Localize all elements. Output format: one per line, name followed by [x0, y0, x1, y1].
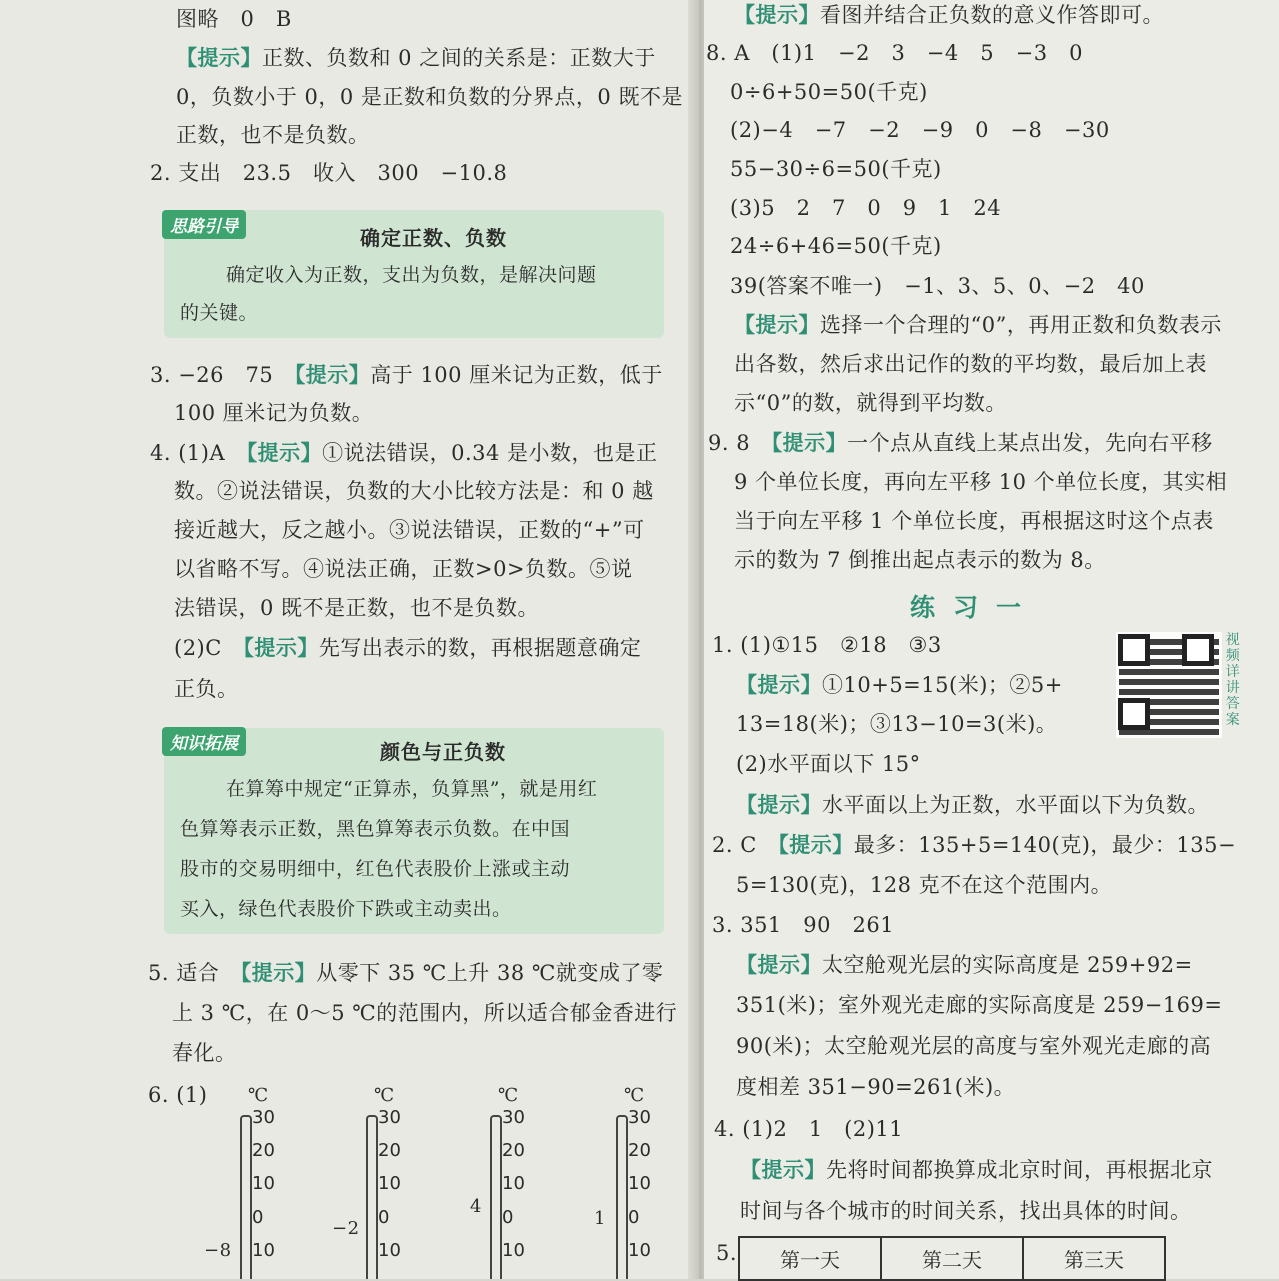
text-line: 24÷6+46=50(千克) — [730, 234, 942, 258]
knowledge-tag: 知识拓展 — [162, 727, 246, 756]
tip-label: 【提示】 — [736, 952, 822, 977]
question-6: 6. (1) — [148, 1083, 208, 1107]
text-line: 0÷6+50=50(千克) — [730, 80, 928, 104]
text-line: 55−30÷6=50(千克) — [730, 157, 942, 181]
text-line: 数。②说法错误，负数的大小比较方法是：和 0 越 — [174, 479, 654, 503]
tip-label: 【提示】 — [771, 430, 848, 455]
text-line: 5=130(克)，128 克不在这个范围内。 — [736, 873, 1113, 897]
tick-label: 20 — [502, 1140, 525, 1161]
text-line — [736, 672, 1063, 698]
mark-label: 4 — [470, 1196, 482, 1217]
box-text: 股市的交易明细中，红色代表股价上涨或主动 — [180, 858, 571, 880]
text-line — [740, 1157, 1213, 1183]
text-line: (2)−4 −7 −2 −9 0 −8 −30 — [730, 118, 1110, 142]
text-line: 当于向左平移 1 个单位长度，再根据这时这个点表 — [734, 509, 1214, 533]
thinking-guide-tag: 思路引导 — [162, 210, 246, 239]
text-line — [176, 45, 656, 71]
text-line: 正数，也不是负数。 — [176, 123, 370, 147]
text-line: 图略 0 B — [176, 7, 292, 31]
question-4 — [150, 440, 658, 466]
thermometer-tube — [490, 1115, 502, 1279]
text-line: 春化。 — [172, 1041, 237, 1065]
unit-label: ℃ — [374, 1085, 395, 1106]
text-line: (2)水平面以下 15° — [736, 752, 921, 776]
text-line: 100 厘米记为负数。 — [174, 401, 374, 425]
tip-label: 【提示】 — [176, 45, 262, 70]
text-line: (3)5 2 7 0 9 1 24 — [730, 196, 1002, 220]
unit-label: ℃ — [624, 1085, 645, 1106]
tick-label: 10 — [252, 1173, 275, 1194]
text: 4. (1)A — [150, 441, 247, 465]
text: 一个点从直线上某点出发，先向右平移 — [847, 431, 1213, 455]
text-line — [734, 312, 1222, 338]
thermometer — [486, 1085, 556, 1279]
text: ①10+5=15(米)；②5+ — [822, 673, 1063, 697]
tick-label: 20 — [628, 1140, 651, 1161]
text-line — [734, 2, 1164, 28]
qr-corner — [1118, 698, 1150, 730]
practice-2 — [712, 832, 1236, 858]
practice-1: 1. (1)①15 ②18 ③3 — [712, 633, 942, 657]
tick-label: 10 — [502, 1173, 525, 1194]
text: 3. −26 75 — [150, 363, 295, 387]
text: 正数、负数和 0 之间的关系是：正数大于 — [262, 46, 656, 70]
tick-label: 20 — [378, 1140, 401, 1161]
text-line — [736, 952, 1193, 978]
text: 看图并结合正负数的意义作答即可。 — [820, 3, 1164, 27]
unit-label: ℃ — [498, 1085, 519, 1106]
tip-label: 【提示】 — [240, 960, 317, 985]
box-text: 的关键。 — [180, 302, 259, 324]
box-title: 确定正数、负数 — [360, 226, 507, 250]
tick-label: 30 — [378, 1107, 401, 1128]
box-title: 颜色与正负数 — [380, 740, 506, 764]
tip-label: 【提示】 — [246, 440, 323, 465]
text: 最多：135+5=140(克)，最少：135− — [853, 833, 1237, 857]
practice-3: 3. 351 90 261 — [712, 913, 895, 937]
thermometer — [362, 1085, 432, 1279]
text: 太空舱观光层的实际高度是 259+92= — [822, 953, 1193, 977]
text: 水平面以上为正数，水平面以下为负数。 — [822, 793, 1209, 817]
thermometer-tube — [366, 1115, 378, 1279]
text: 5. 适合 — [148, 961, 241, 985]
text-line: 示的数为 7 倒推出起点表示的数为 8。 — [734, 548, 1106, 572]
text: 选择一个合理的“0”，再用正数和负数表示 — [820, 313, 1222, 337]
text-line: 9 个单位长度，再向左平移 10 个单位长度，其实相 — [734, 470, 1228, 494]
box-text: 确定收入为正数，支出为负数，是解决问题 — [226, 264, 597, 286]
text: 高于 100 厘米记为正数，低于 — [370, 363, 663, 387]
tip-label: 【提示】 — [734, 312, 820, 337]
days-table — [738, 1236, 1166, 1281]
question-5 — [148, 960, 663, 986]
box-text: 色算筹表示正数，黑色算筹表示负数。在中国 — [180, 818, 571, 840]
tip-label: 【提示】 — [778, 832, 854, 857]
question-9 — [708, 430, 1213, 456]
practice-5: 5. — [716, 1241, 738, 1265]
question-2: 2. 支出 23.5 收入 300 −10.8 — [150, 161, 508, 185]
practice-4: 4. (1)2 1 (2)11 — [714, 1117, 904, 1141]
thermometer — [236, 1085, 306, 1279]
tick-label: 0 — [378, 1207, 390, 1228]
thermometer-tube — [616, 1115, 628, 1279]
text-line: 以省略不写。④说法正确，正数>0>负数。⑤说 — [174, 557, 633, 581]
section-heading: 练习一 — [910, 593, 1040, 622]
table-row — [739, 1237, 1165, 1280]
thermometer — [612, 1085, 682, 1279]
tick-label: 0 — [628, 1207, 640, 1228]
mark-label: −2 — [332, 1218, 360, 1239]
text: 先写出表示的数，再根据题意确定 — [318, 636, 642, 660]
tick-label: 20 — [252, 1140, 275, 1161]
tick-label: 10 — [252, 1240, 275, 1261]
question-3 — [150, 362, 663, 388]
text-line: 13=18(米)；③13−10=3(米)。 — [736, 712, 1058, 736]
tip-label: 【提示】 — [734, 2, 820, 27]
text: 2. C — [712, 833, 779, 857]
text: 先将时间都换算成北京时间，再根据北京 — [826, 1158, 1213, 1182]
tick-label: 10 — [378, 1173, 401, 1194]
text-line: 出各数，然后求出记作的数的平均数，最后加上表 — [734, 352, 1207, 376]
tick-label: 30 — [252, 1107, 275, 1128]
text-line: 351(米)；室外观光走廊的实际高度是 259−169= — [736, 993, 1223, 1017]
question-8: 8. A (1)1 −2 3 −4 5 −3 0 — [706, 41, 1083, 65]
thermometer-tube — [240, 1115, 252, 1279]
box-text: 在算筹中规定“正算赤，负算黑”，就是用红 — [226, 778, 598, 800]
tip-label: 【提示】 — [243, 635, 319, 660]
tick-label: 0 — [502, 1207, 514, 1228]
tip-label: 【提示】 — [294, 362, 371, 387]
table-header: 第一天 — [739, 1237, 881, 1280]
tick-label: 10 — [628, 1173, 651, 1194]
tick-label: 10 — [378, 1240, 401, 1261]
tick-label: 30 — [628, 1107, 651, 1128]
text-line: 上 3 ℃，在 0～5 ℃的范围内，所以适合郁金香进行 — [172, 1001, 678, 1025]
text-line: 正负。 — [174, 677, 239, 701]
text-line: 接近越大，反之越小。③说法错误，正数的“+”可 — [174, 518, 645, 542]
text-line: 39(答案不唯一) −1、3、5、0、−2 40 — [730, 274, 1145, 298]
mark-label: 1 — [594, 1208, 606, 1229]
tip-label: 【提示】 — [736, 792, 822, 817]
text: 从零下 35 ℃上升 38 ℃就变成了零 — [316, 961, 664, 985]
mark-label: −8 — [204, 1240, 232, 1261]
text-line: 时间与各个城市的时间关系，找出具体的时间。 — [740, 1199, 1192, 1223]
text-line: 法错误，0 既不是正数，也不是负数。 — [174, 596, 540, 620]
text-line: 90(米)；太空舱观光层的高度与室外观光走廊的高 — [736, 1034, 1212, 1058]
tip-label: 【提示】 — [740, 1157, 826, 1182]
table-header: 第二天 — [881, 1237, 1023, 1280]
box-text: 买入，绿色代表股价下跌或主动卖出。 — [180, 898, 512, 920]
tip-label: 【提示】 — [736, 672, 822, 697]
tick-label: 0 — [252, 1207, 264, 1228]
text: ①说法错误，0.34 是小数，也是正 — [322, 441, 658, 465]
text-line: 度相差 351−90=261(米)。 — [736, 1075, 1016, 1099]
tick-label: 10 — [502, 1240, 525, 1261]
qr-label: 视频详讲答案 — [1225, 632, 1241, 728]
tick-label: 30 — [502, 1107, 525, 1128]
text-line — [174, 635, 641, 661]
text: 9. 8 — [708, 431, 772, 455]
unit-label: ℃ — [248, 1085, 269, 1106]
qr-corner — [1118, 634, 1150, 666]
text-line: 0，负数小于 0，0 是正数和负数的分界点，0 既不是 — [176, 85, 683, 109]
text: (2)C — [174, 636, 244, 660]
tick-label: 10 — [628, 1240, 651, 1261]
table-header: 第三天 — [1023, 1237, 1165, 1280]
text-line — [736, 792, 1209, 818]
qr-corner — [1182, 634, 1214, 666]
text-line: 示“0”的数，就得到平均数。 — [734, 391, 1007, 415]
